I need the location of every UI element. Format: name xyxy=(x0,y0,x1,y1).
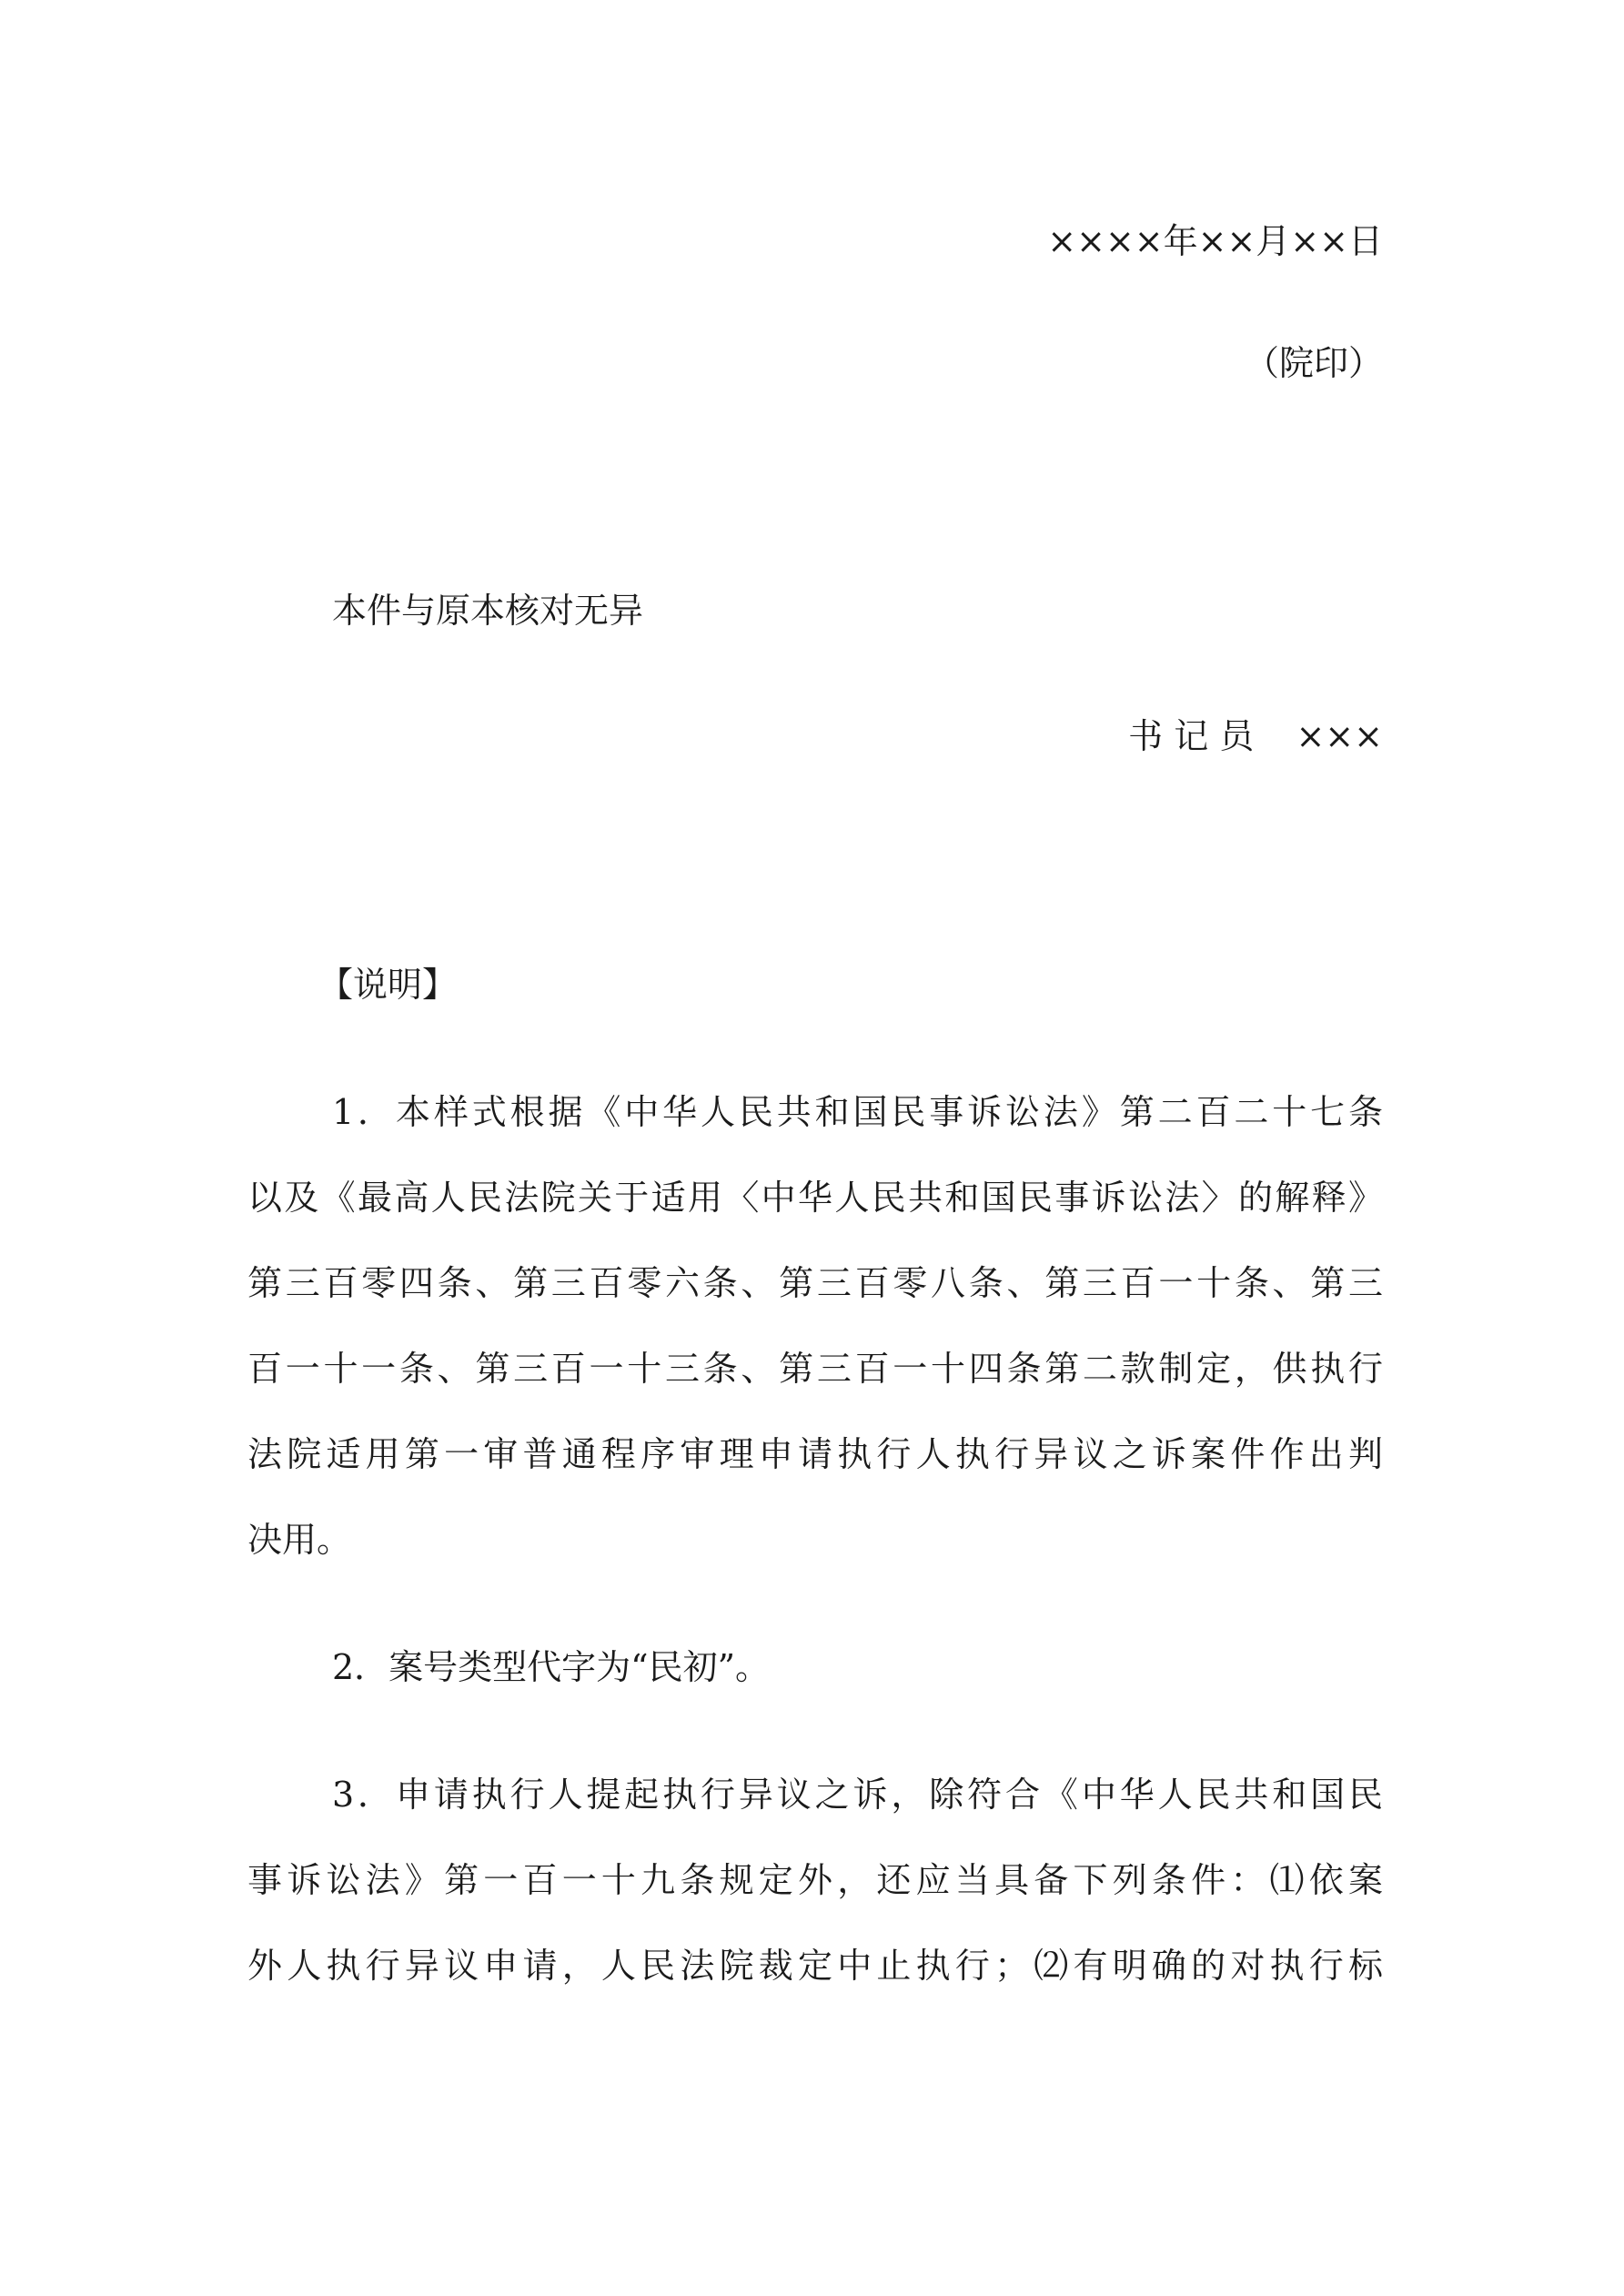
date-line: ××××年××月××日 xyxy=(1047,221,1383,261)
verification-line: 本件与原本核对无异 xyxy=(332,591,644,631)
note-line: 百一十一条、第三百一十三条、第三百一十四条第二款制定，供执行 xyxy=(247,1349,1383,1389)
clerk-name: ××× xyxy=(1296,716,1383,756)
note-line: 以及《最高人民法院关于适用〈中华人民共和国民事诉讼法〉的解释》 xyxy=(247,1178,1383,1218)
note-line: 外人执行异议申请，人民法院裁定中止执行；⑵有明确的对执行标 xyxy=(247,1946,1383,1986)
clerk-line xyxy=(1128,716,1383,756)
note-line: 事诉讼法》第一百一十九条规定外，还应当具备下列条件：⑴依案 xyxy=(247,1860,1383,1900)
note-line: 3．申请执行人提起执行异议之诉，除符合《中华人民共和国民 xyxy=(332,1775,1383,1815)
note-line: 决用。 xyxy=(247,1520,352,1560)
note-line: 第三百零四条、第三百零六条、第三百零八条、第三百一十条、第三 xyxy=(247,1263,1383,1303)
notes-heading: 【说明】 xyxy=(318,965,458,1005)
note-item-2: 2．案号类型代字为“民初”。 xyxy=(332,1647,771,1687)
note-line: 法院适用第一审普通程序审理申请执行人执行异议之诉案件作出判 xyxy=(247,1434,1383,1474)
clerk-title: 书 记 员 xyxy=(1128,716,1255,756)
note-line: 1．本样式根据《中华人民共和国民事诉讼法》第二百二十七条 xyxy=(332,1092,1383,1132)
court-seal-line: （院印） xyxy=(1244,343,1383,383)
